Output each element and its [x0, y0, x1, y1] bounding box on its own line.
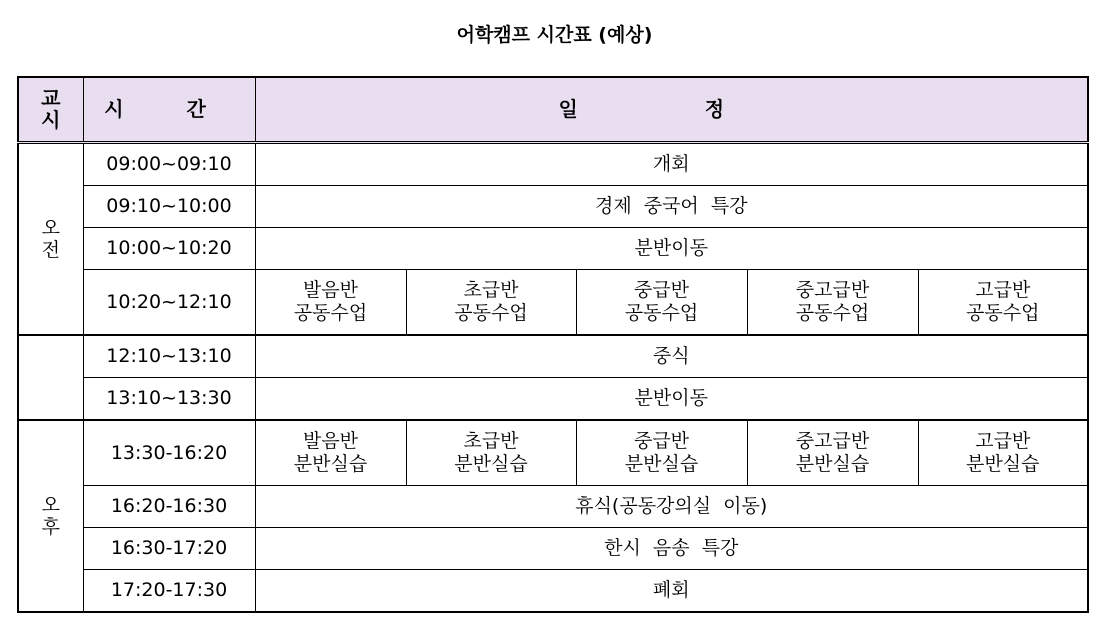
class-activity: 분반실습: [293, 453, 368, 475]
class-cell: [918, 270, 1088, 336]
class-cell: [918, 420, 1088, 486]
table-row: [18, 270, 1088, 336]
header-period: [18, 77, 83, 143]
class-cell: [747, 270, 918, 336]
class-cell: [747, 420, 918, 486]
class-name: 발음반: [302, 279, 359, 301]
class-activity: 분반실습: [624, 453, 699, 475]
class-name: 고급반: [975, 430, 1031, 452]
time-cell: 16:20-16:30: [83, 486, 255, 528]
table-row: [18, 528, 1088, 570]
time-cell: 12:10~13:10: [83, 335, 255, 378]
period-lunch: [18, 335, 83, 420]
class-activity: 분반실습: [966, 453, 1040, 475]
class-cell: [406, 270, 576, 336]
class-name: 중고급반: [795, 430, 870, 452]
period-morning-label: 오전: [41, 217, 60, 261]
time-cell: 09:10~10:00: [83, 186, 255, 228]
event-text: 경제 중국어 특강: [594, 195, 748, 217]
table-row: [18, 570, 1088, 613]
event-cell: [255, 186, 1088, 228]
class-activity: 공동수업: [966, 302, 1040, 324]
class-cell: [406, 420, 576, 486]
event-cell: 분반이동: [255, 228, 1088, 270]
class-cell: [576, 420, 747, 486]
header-period-label: 교시: [41, 86, 61, 132]
table-row: [18, 228, 1088, 270]
class-name: 고급반: [975, 279, 1031, 301]
time-cell: 13:10~13:30: [83, 378, 255, 421]
time-cell: 13:30-16:20: [83, 420, 255, 486]
time-cell: 09:00~09:10: [83, 143, 255, 186]
event-cell: 분반이동: [255, 378, 1088, 421]
class-cell: [255, 420, 406, 486]
event-cell: [255, 486, 1088, 528]
class-name: 초급반: [463, 430, 519, 452]
event-cell: 개회: [255, 143, 1088, 186]
header-schedule: 일 정: [255, 77, 1088, 143]
page-title: 어학캠프 시간표 (예상): [456, 24, 653, 46]
class-activity: 공동수업: [624, 302, 699, 324]
table-row: [18, 186, 1088, 228]
event-text: 휴식(공동강의실 이동): [575, 495, 768, 517]
event-text: 한시 음송 특강: [604, 537, 739, 559]
schedule-table: [17, 76, 1089, 613]
event-cell: [255, 528, 1088, 570]
class-activity: 분반실습: [795, 453, 870, 475]
period-afternoon: [18, 420, 83, 612]
period-afternoon-label: 오후: [41, 494, 60, 538]
header-row: [18, 77, 1088, 143]
time-cell: 16:30-17:20: [83, 528, 255, 570]
class-name: 발음반: [302, 430, 359, 452]
table-row: [18, 143, 1088, 186]
period-morning: [18, 143, 83, 336]
class-activity: 공동수업: [454, 302, 528, 324]
time-cell: 10:20~12:10: [83, 270, 255, 336]
class-activity: 분반실습: [454, 453, 528, 475]
table-row: [18, 378, 1088, 421]
class-name: 중급반: [633, 279, 690, 301]
event-cell: 폐회: [255, 570, 1088, 613]
event-cell: 중식: [255, 335, 1088, 378]
class-cell: [255, 270, 406, 336]
time-cell: 17:20-17:30: [83, 570, 255, 613]
class-name: 중급반: [633, 430, 690, 452]
class-activity: 공동수업: [293, 302, 368, 324]
class-name: 중고급반: [795, 279, 870, 301]
class-name: 초급반: [463, 279, 519, 301]
table-row: [18, 420, 1088, 486]
time-cell: 10:00~10:20: [83, 228, 255, 270]
table-row: [18, 486, 1088, 528]
class-cell: [576, 270, 747, 336]
class-activity: 공동수업: [795, 302, 870, 324]
table-row: [18, 335, 1088, 378]
header-time: 시 간: [83, 77, 255, 143]
